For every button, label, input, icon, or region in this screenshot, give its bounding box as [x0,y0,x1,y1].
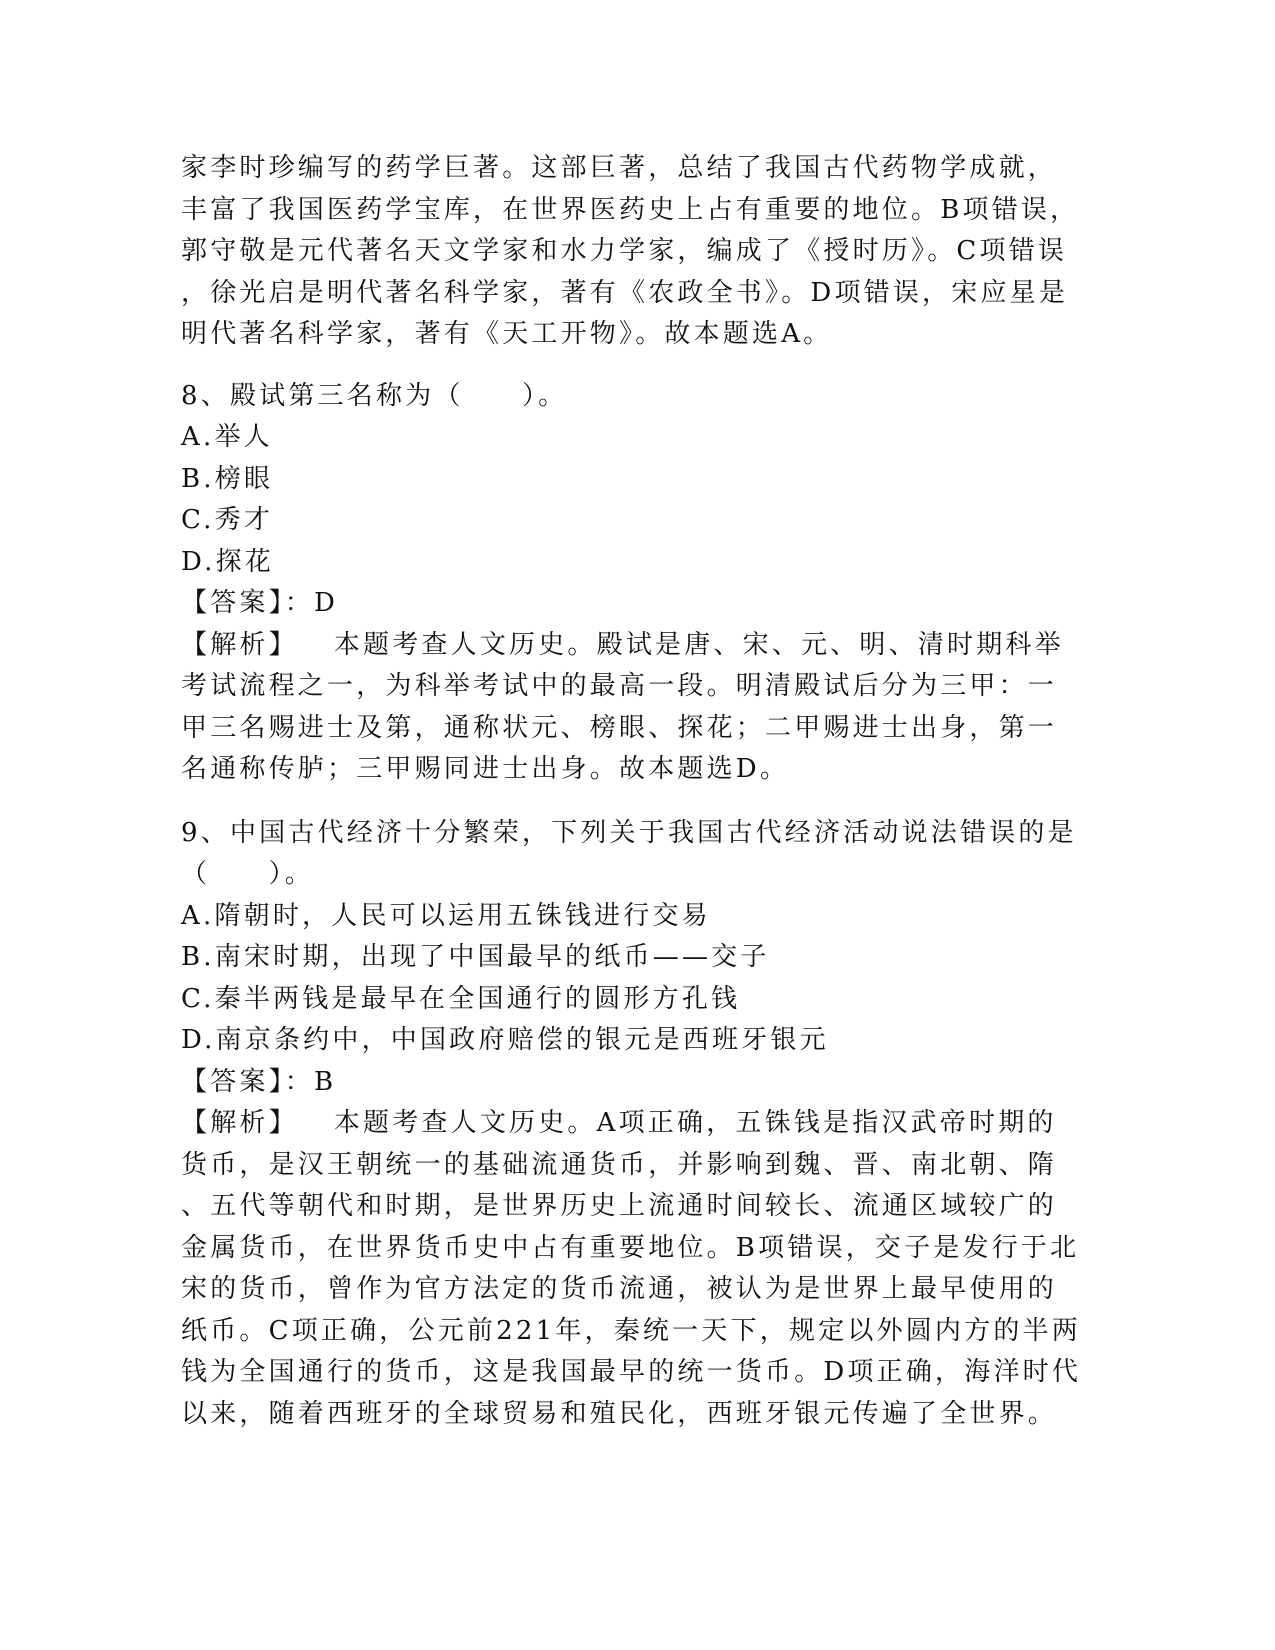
analysis-line: 宋的货币，曾作为官方法定的货币流通，被认为是世界上最早使用的 [181,1274,1058,1304]
option-d: D.探花 [181,546,274,577]
analysis-line: 考试流程之一，为科举考试中的最高一段。明清殿试后分为三甲：一 [181,671,1058,701]
analysis-line: 、五代等朝代和时期，是世界历史上流通时间较长、流通区域较广的 [181,1191,1058,1221]
answer-value: B [314,1066,337,1097]
analysis-line: 名通称传胪；三甲赐同进士出身。故本题选D。 [181,754,790,784]
explanation-line: 家李时珍编写的药学巨著。这部巨著，总结了我国古代药物学成就， [181,153,1058,183]
question-stem: （ ）。 [181,859,315,889]
analysis-label: 【解析】 [181,629,298,660]
analysis-text: 本题考查人文历史。殿试是唐、宋、元、明、清时期科举 [333,629,1064,660]
option-b: B.南宋时期，出现了中国最早的纸币——交子 [181,942,770,972]
explanation-line: 明代著名科学家，著有《天工开物》。故本题选A。 [181,319,833,349]
analysis-line: 金属货币，在世界货币史中占有重要地位。B项错误，交子是发行于北 [181,1232,1080,1263]
answer-value: D [314,588,339,618]
document-page [181,148,1082,1435]
analysis-line [181,625,1064,667]
analysis-label: 【解析】 [181,1108,298,1138]
answer-line [181,1062,1061,1104]
answer-label: 【答案】： [181,1066,315,1097]
question-stem: 8、殿试第三名称为（ ）。 [181,380,568,411]
analysis-text: 本题考查人文历史。A项正确，五铢钱是指汉武帝时期的 [333,1108,1057,1138]
explanation-line: 丰富了我国医药学宝库，在世界医药史上占有重要的地位。B项错误， [181,194,1080,225]
question-8 [181,376,1064,791]
intro-explanation [181,148,1080,356]
option-b: B.榜眼 [181,463,274,494]
option-d: D.南京条约中，中国政府赔偿的银元是西班牙银元 [181,1025,829,1055]
option-c: C.秦半两钱是最早在全国通行的圆形方孔钱 [181,983,741,1014]
option-c: C.秀才 [181,505,274,535]
analysis-line: 纸币。C项正确，公元前221年，秦统一天下，规定以外圆内方的半两 [181,1315,1081,1346]
analysis-line: 货币，是汉王朝统一的基础流通货币，并影响到魏、晋、南北朝、隋 [181,1149,1058,1180]
answer-label: 【答案】： [181,588,315,618]
answer-line [181,583,1061,625]
analysis-line: 以来，随着西班牙的全球贸易和殖民化，西班牙银元传遍了全世界。 [181,1398,1058,1429]
explanation-line: 郭守敬是元代著名天文学家和水力学家，编成了《授时历》。C项错误 [181,236,1068,266]
analysis-line: 甲三名赐进士及第，通称状元、榜眼、探花；二甲赐进士出身，第一 [181,712,1058,743]
question-9 [181,813,1082,1436]
option-a: A.隋朝时，人民可以运用五铢钱进行交易 [181,900,711,931]
analysis-line: 钱为全国通行的货币，这是我国最早的统一货币。D项正确，海洋时代 [181,1357,1082,1387]
question-stem: 9、中国古代经济十分繁荣，下列关于我国古代经济活动说法错误的是 [181,817,1077,848]
analysis-line [181,1103,1061,1145]
explanation-line: ，徐光启是明代著名科学家，著有《农政全书》。D项错误，宋应星是 [181,277,1069,308]
option-a: A.举人 [181,422,273,452]
